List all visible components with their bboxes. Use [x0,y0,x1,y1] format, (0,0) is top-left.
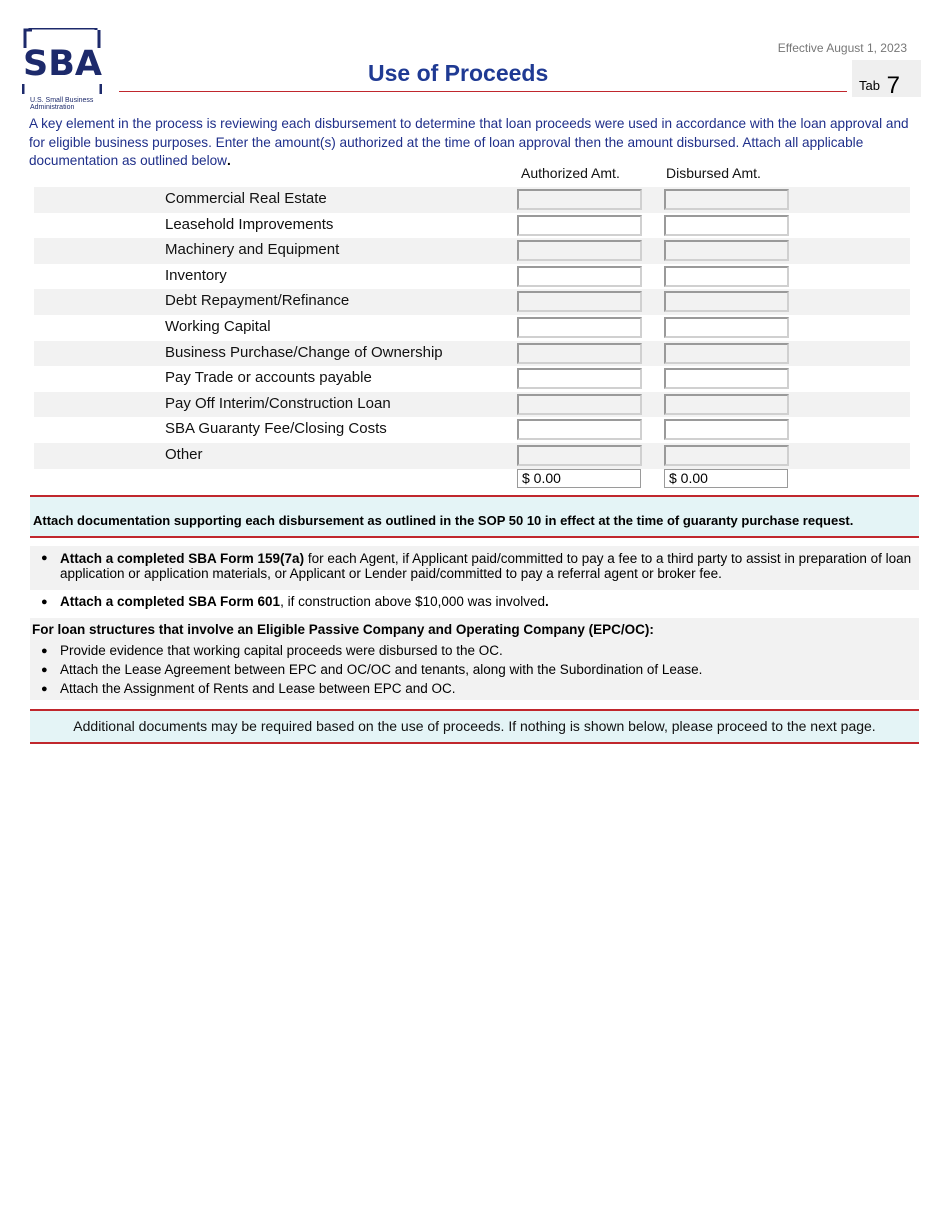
authorized-amount-input[interactable] [517,240,642,261]
total-authorized: $ 0.00 [517,469,641,488]
disbursed-amount-input[interactable] [664,291,789,312]
authorized-amount-input[interactable] [517,266,642,287]
list-item [41,662,703,677]
intro-text [29,115,909,171]
row-label: Business Purchase/Change of Ownership [165,343,443,361]
form-159-bullet [30,546,919,590]
table-row [34,366,910,392]
authorized-amount-input[interactable] [517,394,642,415]
column-header-disbursed: Disbursed Amt. [666,165,761,181]
authorized-amount-input[interactable] [517,368,642,389]
epc-item-text: Provide evidence that working capital proceeds were disbursed to the OC. [60,643,503,658]
row-label: Machinery and Equipment [165,241,340,259]
logo-subtitle: U.S. Small Business Administration [30,97,94,111]
row-label: SBA Guaranty Fee/Closing Costs [165,420,387,438]
logo-text: SBA [23,44,102,84]
form-601-period: . [544,594,549,609]
column-header-authorized: Authorized Amt. [521,165,620,181]
table-row [34,289,910,315]
list-item [41,643,503,658]
intro-body: A key element in the process is reviewing each disbursement to determine that loan proceeds were used in accordance with the loan approval and for eligible business purposes. Enter the amount(s) authorized at the time of loan approval then the amount disbursed. Attach all applicable documentation as outlined below [29,116,909,168]
disbursed-amount-input[interactable] [664,394,789,415]
table-row [34,213,910,239]
page-title: Use of Proceeds [368,60,549,86]
authorized-amount-input[interactable] [517,215,642,236]
disbursed-amount-input[interactable] [664,419,789,440]
bullet-icon: ● [41,683,48,695]
tab-indicator [852,60,921,97]
epc-item-text: Attach the Lease Agreement between EPC and OC/OC and tenants, along with the Subordination of Lease. [60,662,703,677]
authorized-amount-input[interactable] [517,445,642,466]
row-label: Pay Trade or accounts payable [165,369,372,387]
table-row [34,315,910,341]
epc-heading: For loan structures that involve an Eligible Passive Company and Operating Company (EPC/OC): [32,622,654,637]
disbursed-amount-input[interactable] [664,445,789,466]
bullet-icon: ● [41,552,48,564]
epc-section [30,618,919,700]
form-159-bold: Attach a completed SBA Form 159(7a) [60,551,305,566]
authorized-amount-input[interactable] [517,419,642,440]
disbursed-amount-input[interactable] [664,215,789,236]
row-label: Other [165,445,203,463]
bullet-icon: ● [41,596,48,608]
form-159-text: for each Agent, if Applicant paid/committed to pay a fee to a third party to assist in preparation of loan application or application materials, or Applicant or Lender paid/committed to pay a referral agent or broker fee. [60,551,912,581]
tab-number: 7 [886,72,900,99]
tab-label: Tab [859,78,880,93]
authorized-amount-input[interactable] [517,317,642,338]
total-disbursed: $ 0.00 [664,469,788,488]
form-601-bullet [30,594,919,609]
additional-documents-note: Additional documents may be required based on the use of proceeds. If nothing is shown below, please proceed to the next page. [30,709,919,744]
attach-documentation-band: Attach documentation supporting each disbursement as outlined in the SOP 50 10 in effect at the time of guaranty purchase request. [30,495,919,538]
table-row [34,264,910,290]
row-label: Leasehold Improvements [165,215,334,233]
authorized-amount-input[interactable] [517,343,642,364]
disbursed-amount-input[interactable] [664,266,789,287]
table-row [34,443,910,469]
disbursed-amount-input[interactable] [664,317,789,338]
proceeds-table [34,187,910,469]
epc-item-text: Attach the Assignment of Rents and Lease between EPC and OC. [60,681,456,696]
disbursed-amount-input[interactable] [664,189,789,210]
authorized-amount-input[interactable] [517,291,642,312]
row-label: Working Capital [165,317,271,335]
row-label: Debt Repayment/Refinance [165,292,350,310]
title-divider [119,91,847,92]
bullet-icon: ● [41,664,48,676]
row-label: Inventory [165,266,227,284]
authorized-amount-input[interactable] [517,189,642,210]
bullet-icon: ● [41,645,48,657]
intro-period: . [227,153,231,168]
row-label: Commercial Real Estate [165,190,327,207]
table-row [34,392,910,418]
list-item [41,681,456,696]
disbursed-amount-input[interactable] [664,240,789,261]
effective-date: Effective August 1, 2023 [777,41,907,55]
table-row [34,238,910,264]
form-601-bold: Attach a completed SBA Form 601 [60,594,281,609]
disbursed-amount-input[interactable] [664,343,789,364]
table-row [34,417,910,443]
disbursed-amount-input[interactable] [664,368,789,389]
row-label: Pay Off Interim/Construction Loan [165,394,391,412]
form-601-text: , if construction above $10,000 was involved [280,594,545,609]
table-row [34,341,910,367]
table-row [34,187,910,213]
